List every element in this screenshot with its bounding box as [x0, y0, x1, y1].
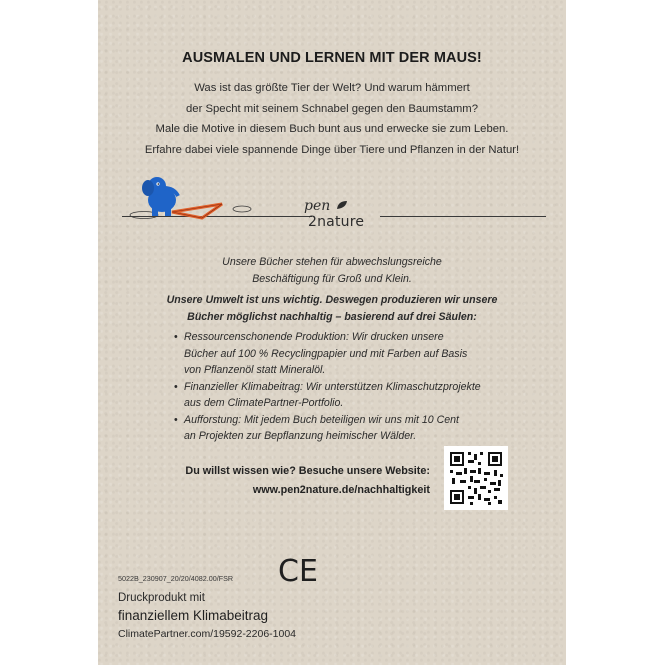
qr-code[interactable]	[444, 446, 508, 510]
mouse-elephant-illustration	[122, 174, 252, 224]
intro-line: Was ist das größte Tier der Welt? Und warum hämmert	[194, 82, 470, 94]
climate-label-line2: finanziellem Klimabeitrag	[118, 608, 269, 623]
list-item: • Aufforstung: Mit jedem Buch beteiligen wir uns mit 10 Cent an Projekten zur Bepflanzung heimischer Wälder.	[174, 412, 514, 445]
environment-line: Bücher möglichst nachhaltig – basierend auf drei Säulen:	[187, 310, 477, 323]
website-cta	[168, 462, 430, 500]
pillars-list	[174, 329, 514, 445]
divider-row	[98, 188, 566, 238]
product-code: 5022B_230907_20/20/4082.00/FSR	[118, 574, 234, 583]
logo-pen: pen	[304, 198, 331, 214]
intro-text	[98, 78, 566, 160]
list-item: • Finanzieller Klimabeitrag: Wir unterstützen Klimaschutzprojekte aus dem ClimatePartner-Portfolio.	[174, 379, 514, 412]
climate-partner-id[interactable]: ClimatePartner.com/19592-2206-1004	[118, 628, 297, 640]
logo-2nature: 2nature	[308, 214, 365, 230]
intro-line: der Specht mit seinem Schnabel gegen den Baumstamm?	[186, 102, 478, 115]
ce-mark: CE	[278, 554, 318, 586]
pen2nature-logo	[304, 198, 372, 236]
ce-mark-icon	[278, 554, 322, 586]
leaf-icon	[336, 200, 348, 210]
intro-line: Erfahre dabei viele spannende Dinge über Tiere und Pflanzen in der Natur!	[144, 143, 520, 156]
cta-line: Du willst wissen wie? Besuche unsere Website:	[185, 465, 430, 477]
environment-paragraph	[98, 292, 566, 325]
headline: AUSMALEN UND LERNEN MIT DER MAUS!	[182, 50, 482, 66]
website-link[interactable]: www.pen2nature.de/nachhaltigkeit	[252, 484, 430, 496]
books-line: Beschäftigung für Groß und Klein.	[252, 272, 412, 285]
list-item: • Ressourcenschonende Produktion: Wir drucken unsere Bücher auf 100 % Recyclingpapier und mit Farben auf Basis von Pflanzenöl statt Mineralöl.	[174, 329, 514, 379]
books-line: Unsere Bücher stehen für abwechslungsreiche	[222, 256, 442, 268]
books-paragraph	[98, 254, 566, 287]
sustainability-text	[98, 254, 566, 445]
intro-line: Male die Motive in diesem Buch bunt aus und erwecke sie zum Leben.	[155, 123, 509, 135]
environment-line: Unsere Umwelt ist uns wichtig. Deswegen produzieren wir unsere	[166, 294, 498, 306]
book-back-cover	[98, 0, 566, 665]
climate-label-line1: Druckprodukt mit	[118, 592, 205, 604]
divider-line-right	[380, 216, 546, 217]
